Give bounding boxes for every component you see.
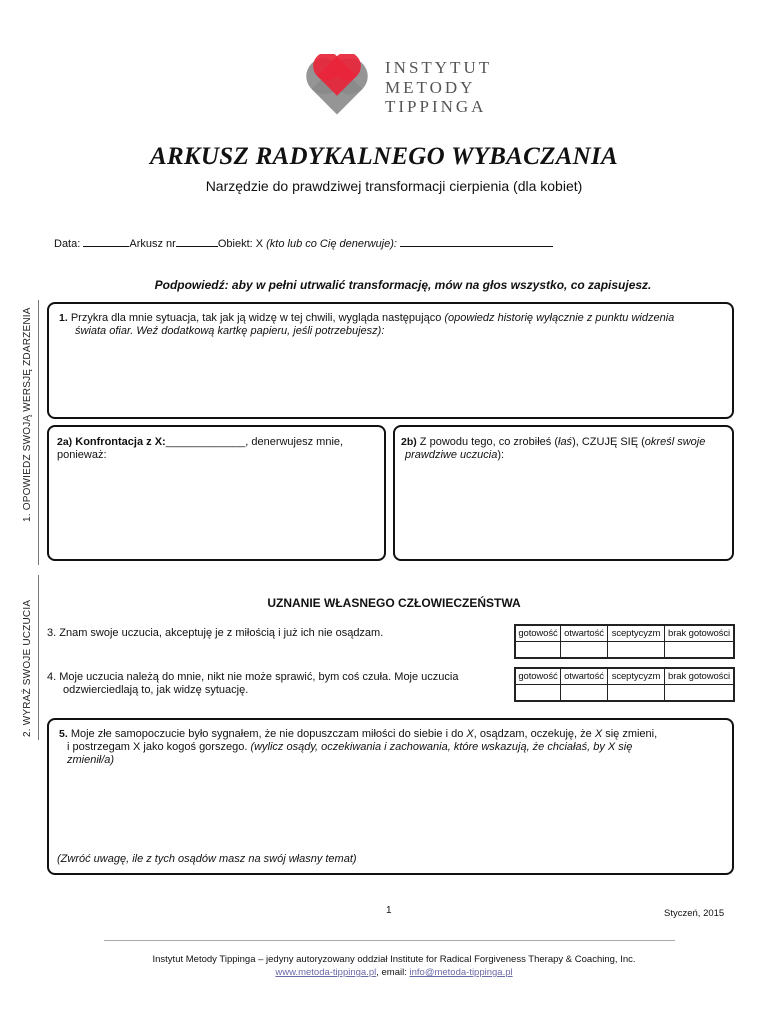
judgments-text-c: się zmieni,: [602, 728, 658, 740]
scale-cell[interactable]: [516, 685, 561, 701]
judgments-box[interactable]: [47, 718, 734, 875]
feelings-las: łaś: [558, 436, 573, 448]
hint-text: Podpowiedź: aby w pełni utrwalić transformację, mów na głos wszystko, co zapisujesz.: [154, 278, 652, 292]
sheet-number-blank[interactable]: [176, 236, 218, 247]
website-link[interactable]: www.metoda-tippinga.pl: [275, 967, 377, 978]
judgments-text-2: i postrzegam X jako kogoś gorszego.: [67, 741, 251, 753]
logo-line-1: INSTYTUT: [385, 58, 493, 77]
column-header: otwartość: [561, 626, 608, 642]
feelings-scale-table-3: [515, 625, 734, 658]
scale-cell[interactable]: [608, 685, 665, 701]
object-hint: (kto lub co Cię denerwuje):: [266, 238, 397, 250]
judgments-note: (wylicz osądy, oczekiwania i zachowania, które wskazują, że chciałaś, by X się: [250, 741, 633, 753]
statement-4-text: Moje uczucia należą do mnie, nikt nie może sprawić, bym coś czuła. Moje uczucia: [56, 671, 459, 683]
judgments-note-2: zmienił/a): [67, 754, 115, 766]
item-number: 2a): [57, 436, 73, 448]
footer-line-1: Instytut Metody Tippinga – jedyny autoryzowany oddział Institute for Radical Forgiveness Therapy & Coaching, Inc.: [152, 954, 636, 965]
feelings-box[interactable]: [393, 425, 734, 561]
logo-line-3: TIPPINGA: [385, 97, 487, 116]
story-box[interactable]: [47, 302, 734, 419]
scale-cell[interactable]: [561, 642, 608, 658]
judgments-text: Moje złe samopoczucie było sygnałem, że nie dopuszczam miłości do siebie i do: [67, 728, 467, 740]
column-header: brak gotowości: [665, 669, 734, 685]
story-prompt: Przykra dla mnie sytuacja, tak jak ją widzę w tej chwili, wygląda następująco: [67, 312, 445, 324]
judgments-closing-note: (Zwróć uwagę, ile z tych osądów masz na swój własny temat): [57, 853, 357, 865]
statement-3-text: Znam swoje uczucia, akceptuję je z miłością i już ich nie osądzam.: [56, 627, 384, 639]
page-subtitle: Narzędzie do prawdziwej transformacji cierpienia (dla kobiet): [205, 178, 583, 194]
email-link[interactable]: info@metoda-tippinga.pl: [409, 967, 513, 978]
confrontation-text-2: ponieważ:: [57, 449, 107, 461]
column-header: otwartość: [561, 669, 608, 685]
page-number: 1: [386, 905, 392, 916]
judgments-x: X: [466, 728, 474, 740]
column-header: sceptycyzm: [608, 669, 665, 685]
logo-line-2: METODY: [385, 77, 476, 97]
scale-cell[interactable]: [665, 642, 734, 658]
side-divider-1: [38, 300, 39, 565]
judgments-text-b: , osądzam, oczekuję, że: [473, 728, 595, 740]
footer-line-2: [0, 967, 768, 978]
statement-3: [47, 627, 383, 640]
item-number: 5.: [59, 728, 68, 740]
story-note: (opowiedz historię wyłącznie z punktu widzenia: [444, 312, 675, 324]
section-heading: UZNANIE WŁASNEGO CZŁOWIECZEŃSTWA: [267, 596, 521, 610]
email-label: , email:: [376, 967, 410, 978]
column-header: sceptycyzm: [608, 626, 665, 642]
column-header: gotowość: [516, 669, 561, 685]
feelings-text-b: ), CZUJĘ SIĘ (: [572, 436, 645, 448]
story-note-2: świata ofiar. Weź dodatkową kartkę papieru, jeśli potrzebujesz):: [75, 325, 385, 337]
feelings-scale-table-4: [515, 668, 734, 701]
column-header: gotowość: [516, 626, 561, 642]
feelings-text-c: ):: [497, 449, 505, 461]
date-label: Data:: [54, 238, 84, 250]
item-number: 2b): [401, 436, 417, 448]
side-label-section-2: 2. WYRAŹ SWOJE UCZUCIA: [22, 599, 33, 737]
confrontation-label: Konfrontacja z X:: [72, 436, 166, 448]
document-date: Styczeń, 2015: [664, 908, 725, 919]
date-blank[interactable]: [83, 236, 129, 247]
institute-logo-icon: [303, 54, 371, 124]
sheet-number-label: Arkusz nr: [129, 238, 176, 250]
confrontation-box[interactable]: [47, 425, 386, 561]
item-number: 1.: [59, 312, 68, 324]
footer-divider: [104, 940, 675, 941]
feelings-note: określ swoje: [644, 436, 706, 448]
feelings-text: Z powodu tego, co zrobiłeś (: [416, 436, 558, 448]
item-number: 3.: [47, 627, 57, 639]
statement-4: [47, 671, 458, 697]
feelings-note-2: prawdziwe uczucia: [405, 449, 498, 461]
item-number: 4.: [47, 671, 57, 683]
header-fields-row: [54, 236, 553, 250]
judgments-x-2: X: [594, 728, 603, 740]
scale-cell[interactable]: [561, 685, 608, 701]
object-blank[interactable]: [400, 236, 553, 247]
scale-cell[interactable]: [516, 642, 561, 658]
page-title: ARKUSZ RADYKALNEGO WYBACZANIA: [149, 143, 619, 170]
scale-cell[interactable]: [608, 642, 665, 658]
side-label-section-1: 1. OPOWIEDZ SWOJĄ WERSJĘ ZDARZENIA: [22, 307, 33, 522]
confrontation-text: , denerwujesz mnie,: [245, 436, 344, 448]
statement-4-text-2: odzwierciedlają to, jak widzę sytuację.: [63, 684, 249, 696]
confrontation-blank: _____________: [165, 436, 246, 448]
logo-text: [385, 58, 515, 117]
column-header: brak gotowości: [665, 626, 734, 642]
object-label: Obiekt: X: [217, 238, 267, 250]
scale-cell[interactable]: [665, 685, 734, 701]
